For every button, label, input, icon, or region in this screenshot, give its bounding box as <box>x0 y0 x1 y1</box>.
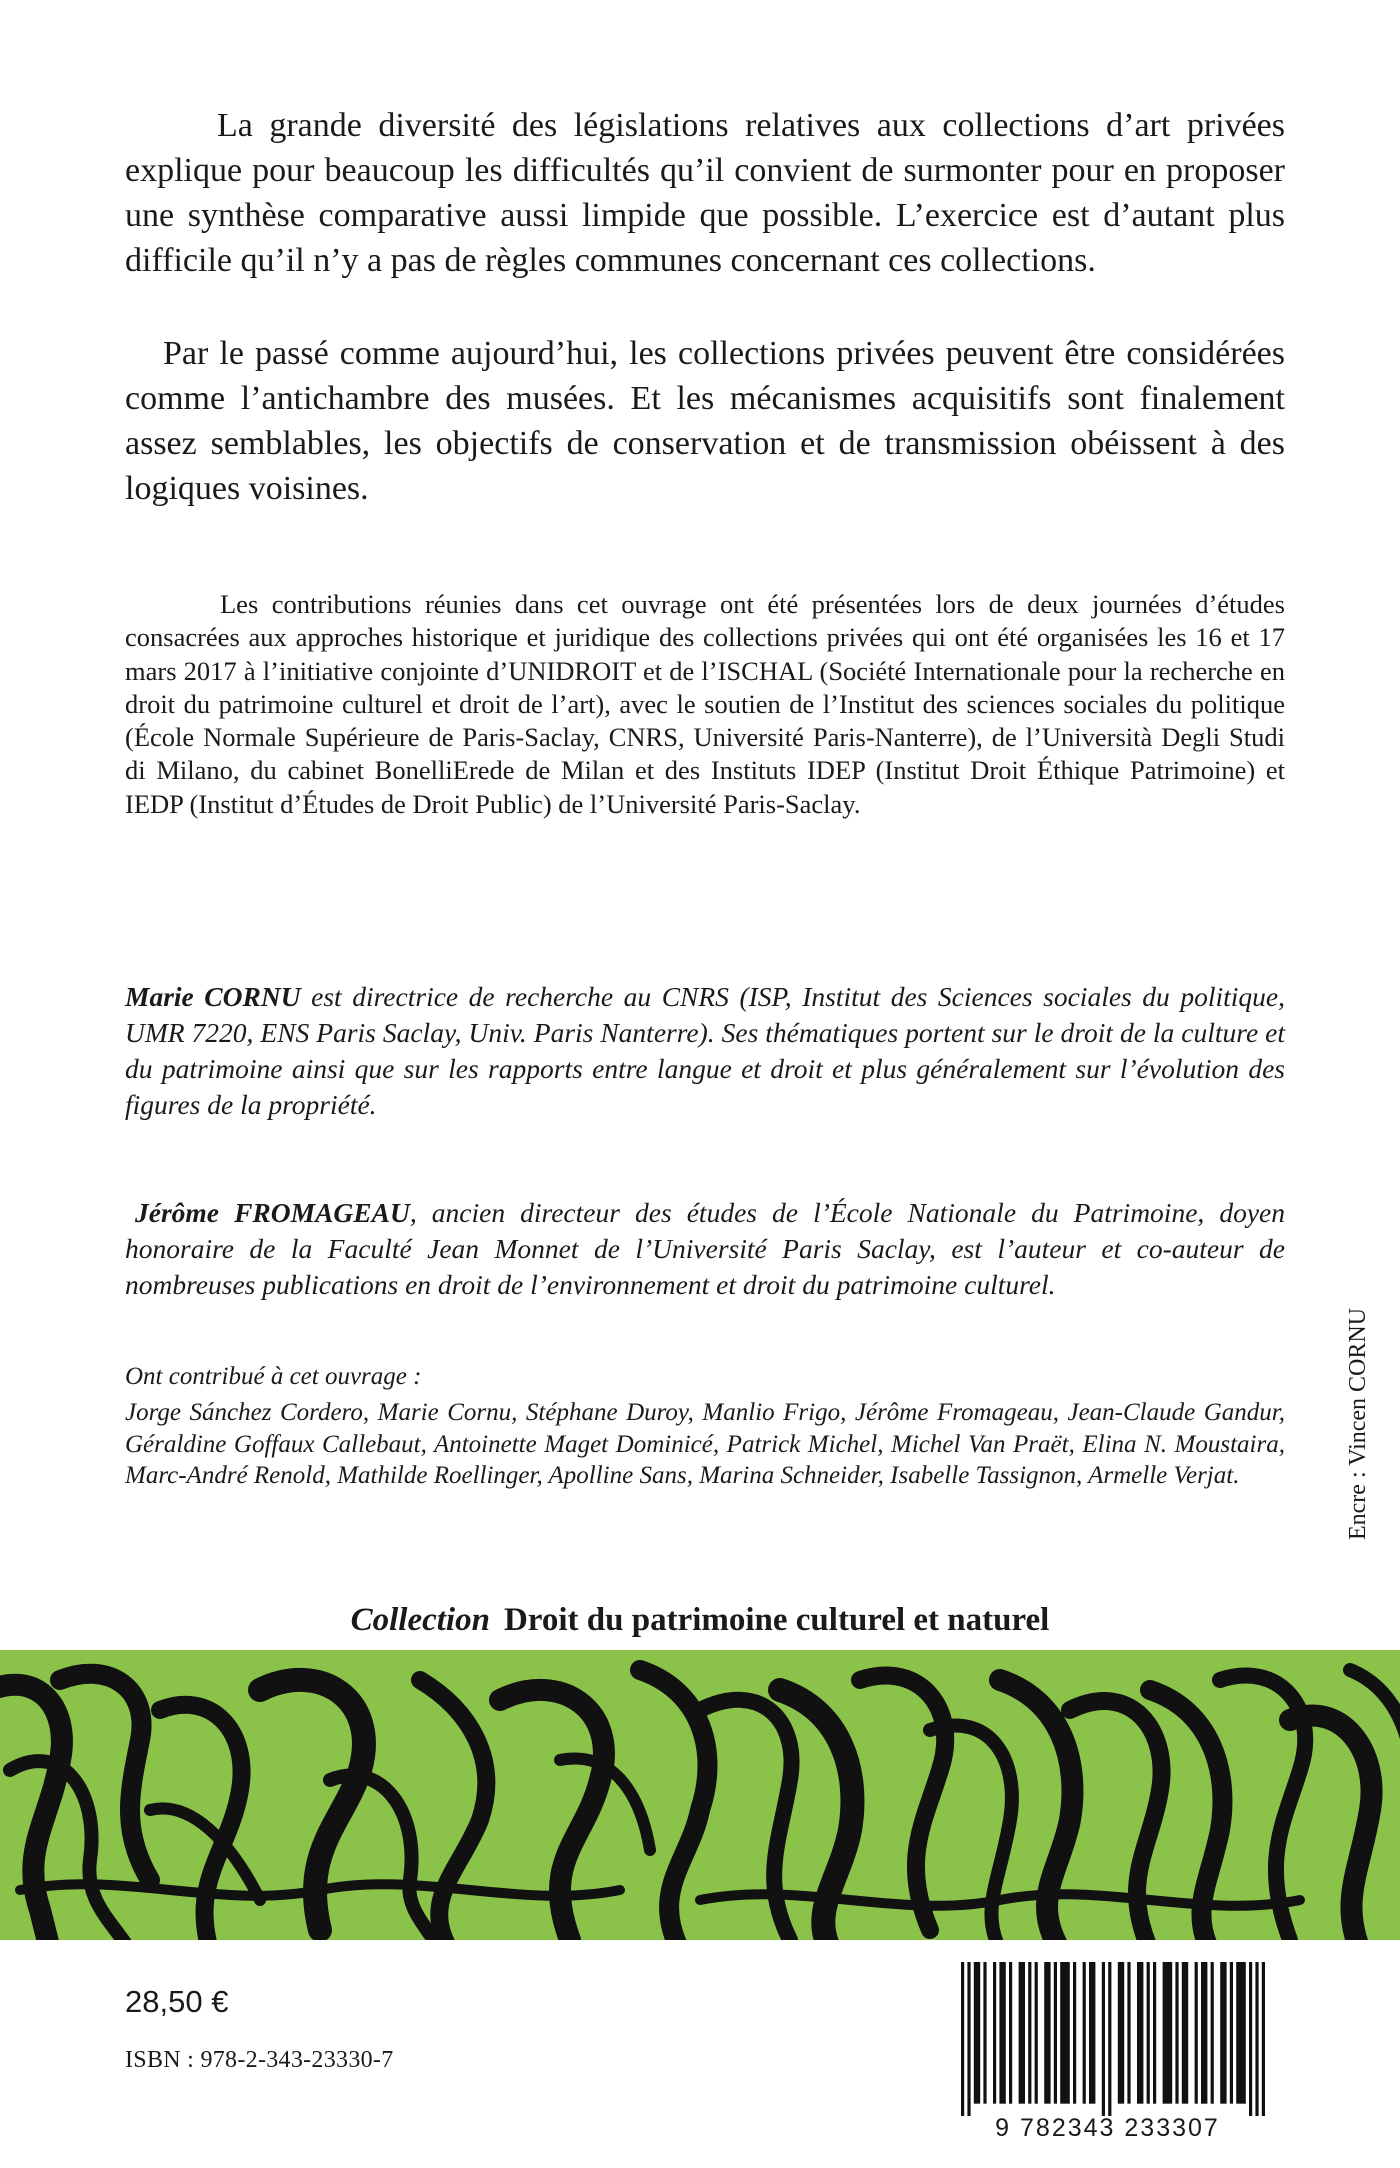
contributors-list: Jorge Sánchez Cordero, Marie Cornu, Stéphane Duroy, Manlio Frigo, Jérôme Fromageau, Jean-Claude Gandur, Géraldine Goffaux Callebaut, Antoinette Maget Dominicé, Patrick Michel, Michel Van Praët, Elina N. Moustaira, Marc-André Renold, Mathilde Roellinger, Apolline Sans, Marina Schneider, Isabelle Tassignon, Armelle Verjat. <box>125 1399 1285 1490</box>
author-bio-text: , ancien directeur des études de l’École Nationale du Patrimoine, doyen honoraire de la Faculté Jean Monnet de l’Université Paris Saclay, est l’auteur et co-auteur de nombreuses publications en droit de l’environnement et droit du patrimoine culturel. <box>125 1197 1286 1300</box>
barcode-digits: 9 782343 233307 <box>995 2114 1220 2142</box>
author-bio-text: est directrice de recherche au CNRS (ISP, Institut des Sciences sociales du politique, UMR 7220, ENS Paris Saclay, Univ. Paris Nanterre). Ses thématiques portent sur le droit de la culture et du patrimoine ainsi que sur les rapports entre langue et droit et plus généralement sur l’évolution des figures de la propriété. <box>125 981 1286 1120</box>
illustration-credit: Encre : Vincen CORNU <box>1345 1307 1371 1540</box>
summary-paragraph-1: La grande diversité des législations relatives aux collections d’art privées explique pour beaucoup les difficultés qu’il convient de surmonter pour en proposer une synthèse comparative aussi limpide que possible. L’exercice est d’autant plus difficile qu’il n’y a pas de règles communes concernant ces collections. <box>125 107 1285 279</box>
author-bio-fromageau <box>125 1195 1285 1303</box>
barcode-bars <box>961 1962 1265 2116</box>
author-bio-cornu <box>125 979 1285 1123</box>
isbn: ISBN : 978-2-343-23330-7 <box>125 2047 394 2073</box>
ink-figures-artwork <box>0 1650 1400 1940</box>
summary-paragraph-3: Les contributions réunies dans cet ouvrage ont été présentées lors de deux journées d’études consacrées aux approches historique et juridique des collections privées qui ont été organisées les 16 et 17 mars 2017 à l’initiative conjointe d’UNIDROIT et de l’ISCHAL (Société Internationale pour la recherche en droit du patrimoine culturel et droit de l’art), avec le soutien de l’Institut des sciences sociales du politique (École Normale Supérieure de Paris-Saclay, CNRS, Université Paris-Nanterre), de l’Università Degli Studi di Milano, du cabinet BonelliErede de Milan et des Instituts IDEP (Institut Droit Éthique Patrimoine) et IEDP (Institut d’Études de Droit Public) de l’Université Paris-Saclay. <box>125 589 1285 819</box>
collection-label: Collection <box>350 1602 490 1638</box>
price: 28,50 € <box>125 1984 229 2019</box>
author-name: Marie CORNU <box>125 981 301 1012</box>
contributors-title: Ont contribué à cet ouvrage : <box>125 1363 422 1390</box>
barcode-icon <box>961 1962 1265 2116</box>
summary-paragraph-2: Par le passé comme aujourd’hui, les collections privées peuvent être considérées comme l’antichambre des musées. Et les mécanismes acquisitifs sont finalement assez semblables, les objectifs de conservation et de transmission obéissent à des logiques voisines. <box>125 335 1285 507</box>
author-name: Jérôme FROMAGEAU <box>135 1197 410 1228</box>
barcode-area <box>935 1948 1280 2153</box>
collection-title <box>0 1600 1400 1640</box>
collection-name: Droit du patrimoine culturel et naturel <box>503 1602 1050 1638</box>
